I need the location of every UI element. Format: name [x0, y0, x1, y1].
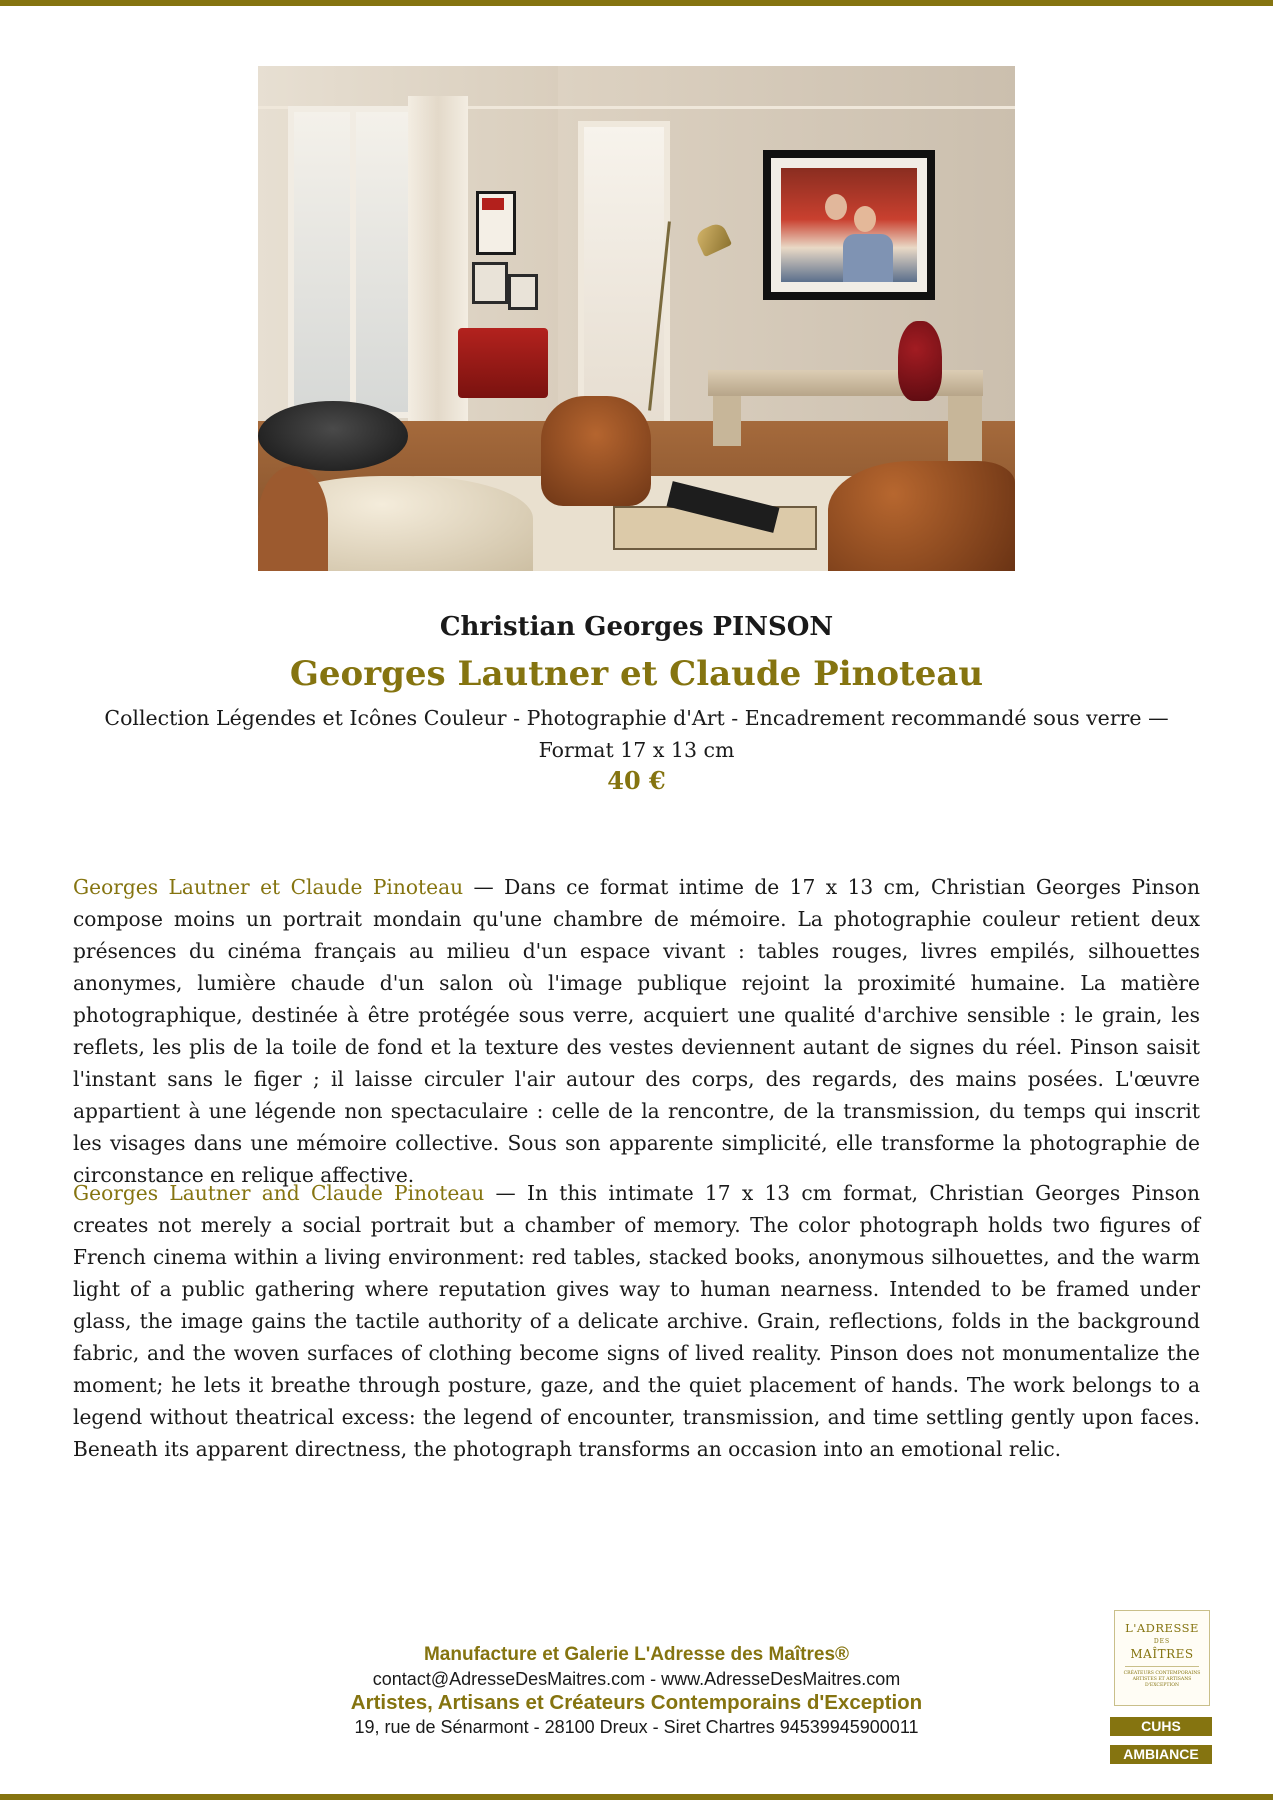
description-french [73, 871, 1200, 1191]
price: 40 € [607, 766, 666, 795]
logo-line1: L'ADRESSE [1125, 1621, 1199, 1635]
bottom-accent-bar [0, 1794, 1273, 1800]
description-english-text: — In this intimate 17 x 13 cm format, Christian Georges Pinson creates not merely a social portrait but a chamber of memory. The color photograph holds two figures of French cinema within a living environment: red tables, stacked books, anonymous silhouettes, and the warm light of a public gathering where reputation gives way to human nearness. Intended to be framed under glass, the image gains the tactile authority of a delicate archive. Grain, reflections, folds in the background fabric, and the woven surfaces of clothing become signs of lived reality. Pinson does not monumentalize the moment; he lets it breathe through posture, gaze, and the quiet placement of hands. The work belongs to a legend without theatrical excess: the legend of encounter, transmission, and time settling gently upon faces. Beneath its apparent directness, the photograph transforms an occasion into an emotional relic. [73, 1181, 1200, 1461]
badge-ambiance: AMBIANCE [1110, 1745, 1212, 1764]
artwork-title: Georges Lautner et Claude Pinoteau [289, 654, 984, 694]
leather-armchair [541, 396, 651, 506]
footer-contact: contact@AdresseDesMaitres.com - www.AdresseDesMaitres.com [372, 1669, 901, 1689]
logo-line2: DES [1153, 1638, 1171, 1645]
footer [0, 1643, 1273, 1739]
artwork-subtitle: Collection Légendes et Icônes Couleur - Photographie d'Art - Encadrement recommandé sous verre — Format 17 x 13 cm [104, 706, 1169, 762]
description-english [73, 1177, 1200, 1465]
logo-line4: CRÉATEURS CONTEMPORAINS ARTISTES ET ARTISANS D'EXCEPTION [1123, 1671, 1201, 1688]
description-french-lead: Georges Lautner et Claude Pinoteau [73, 875, 464, 899]
brand-logo [1114, 1610, 1210, 1706]
doorway [578, 121, 670, 433]
description-english-lead: Georges Lautner and Claude Pinoteau [73, 1181, 485, 1205]
room-photo [258, 66, 1015, 571]
badge-cuhs: CUHS [1110, 1717, 1212, 1736]
round-table [258, 401, 408, 471]
footer-address: 19, rue de Sénarmont - 28100 Dreux - Siret Chartres 94539945900011 [354, 1717, 919, 1737]
top-accent-bar [0, 0, 1273, 6]
leather-armchair-right [828, 461, 1015, 571]
footer-tagline: Artistes, Artisans et Créateurs Contemporains d'Exception [350, 1691, 923, 1714]
red-vase [898, 321, 942, 401]
red-cabinet [458, 328, 548, 398]
logo-line3: MAÎTRES [1130, 1647, 1194, 1661]
description-french-text: — Dans ce format intime de 17 x 13 cm, Christian Georges Pinson compose moins un portrait mondain qu'une chambre de mémoire. La photographie couleur retient deux présences du cinéma français au milieu d'un espace vivant : tables rouges, livres empilés, silhouettes anonymes, lumière chaude d'un salon où l'image publique rejoint la proximité humaine. La matière photographique, destinée à être protégée sous verre, acquiert une qualité d'archive sensible : le grain, les reflets, les plis de la toile de fond et la texture des vestes deviennent autant de signes du réel. Pinson saisit l'instant sans le figer ; il laisse circuler l'air autour des corps, des regards, des mains posées. L'œuvre appartient à une légende non spectaculaire : celle de la rencontre, de la transmission, du temps qui inscrit les visages dans une mémoire collective. Sous son apparente simplicité, elle transforme la photographie de circonstance en relique affective. [73, 875, 1201, 1187]
artist-name: Christian Georges PINSON [439, 612, 834, 642]
footer-company: Manufacture et Galerie L'Adresse des Maîtres® [423, 1644, 850, 1665]
